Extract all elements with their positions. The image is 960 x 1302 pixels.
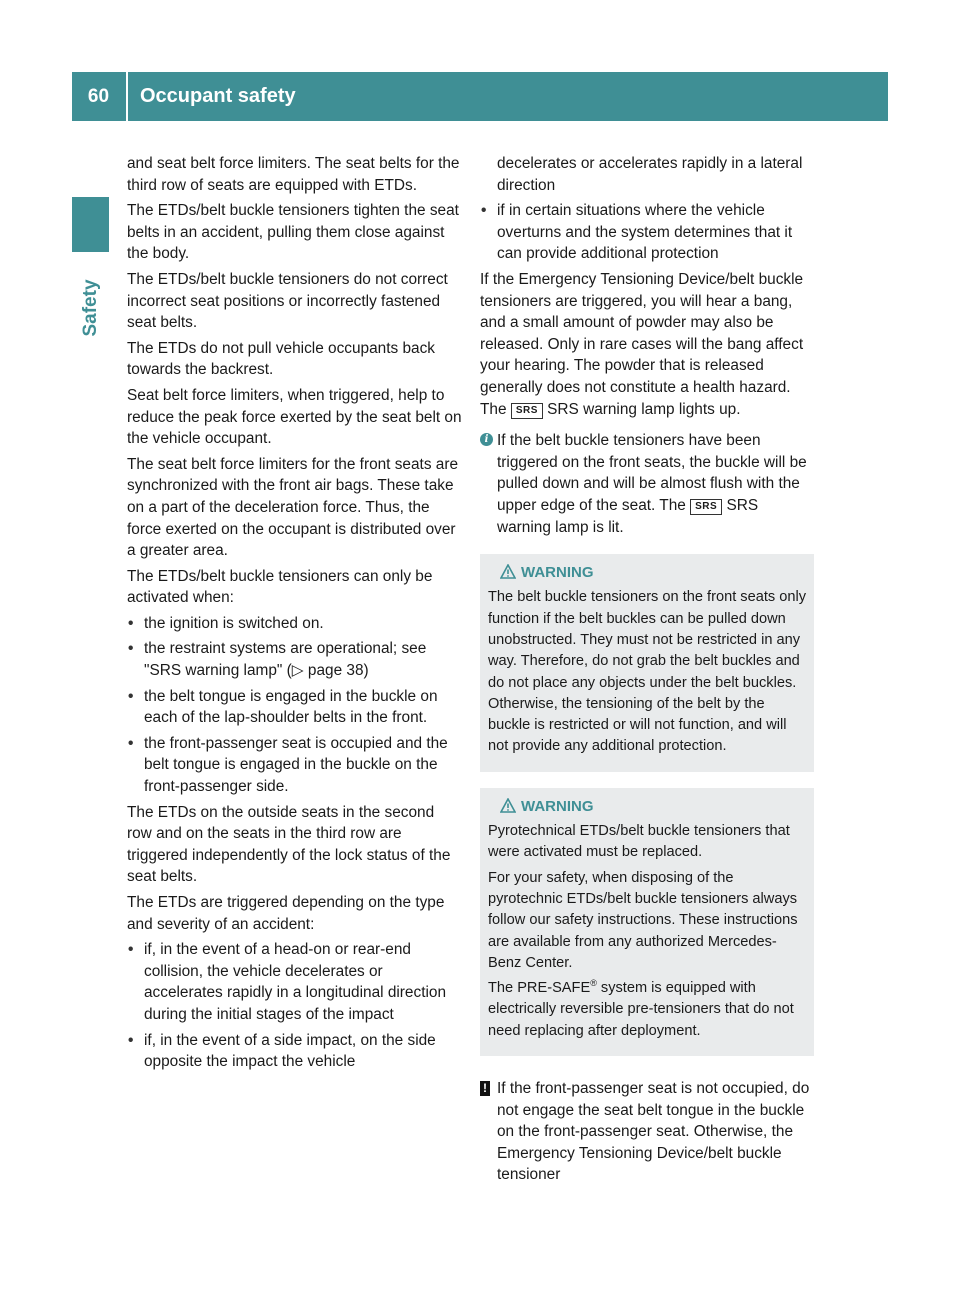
left-column [127, 153, 463, 1077]
list-item: • the restraint systems are operational; see "SRS warning lamp" (▷ page 38) [127, 638, 463, 681]
page-number: 60 [87, 85, 110, 107]
paragraph: The ETDs are triggered depending on the type and severity of an accident: [127, 894, 445, 933]
trigger-conditions-list-cont [480, 200, 814, 265]
section-title: Occupant safety [140, 85, 296, 107]
info-note: i If the belt buckle tensioners have been triggered on the front seats, the buckle will be pulled down and will be almost flush with the upper edge of the seat. The SRS SRS warning lamp is lit. [480, 430, 814, 538]
info-icon: i [480, 433, 493, 446]
paragraph: The ETDs on the outside seats in the second row and on the seats in the third row are triggered independently of the lock status of the seat belts. [127, 803, 451, 886]
side-tab [72, 268, 109, 348]
warning-box [480, 554, 814, 772]
warning-text: The belt buckle tensioners on the front seats only function if the belt buckles can be pulled down unobstructed. They must not be restricted in any way. Therefore, do not grab the belt buckles and do not place any objects under the belt buckles. Otherwise, the tensioning of the belt by the buckle is restricted or will not function, and will not provide any additional protection. [488, 589, 807, 755]
activation-conditions-list [127, 613, 463, 798]
srs-icon: SRS [511, 403, 543, 419]
warning-triangle-icon [500, 798, 516, 813]
warning-triangle-icon [500, 564, 516, 579]
trigger-conditions-list [127, 939, 463, 1073]
warning-box [480, 788, 814, 1056]
paragraph: and seat belt force limiters. The seat belts for the third row of seats are equipped with ETDs. [127, 155, 460, 194]
warning-text: Pyrotechnical ETDs/belt buckle tensioners that were activated must be replaced. [488, 823, 790, 861]
warning-heading: WARNING [488, 562, 806, 583]
paragraph: The seat belt force limiters for the front seats are synchronized with the front air bags. These take on a part of the deceleration force. Thus, the force exerted on the occupant is distributed over a greater area. [127, 455, 459, 560]
warning-heading: WARNING [488, 796, 806, 817]
side-tab-marker [72, 197, 109, 252]
list-item-continuation: decelerates or accelerates rapidly in a lateral direction [497, 155, 803, 194]
list-item: • if, in the event of a head-on or rear-end collision, the vehicle decelerates or accelerates rapidly in a longitudinal direction during the initial stages of the impact [127, 939, 463, 1025]
list-item: • if, in the event of a side impact, on the side opposite the impact the vehicle [127, 1030, 463, 1073]
paragraph: The ETDs/belt buckle tensioners can only be activated when: [127, 567, 433, 607]
right-column [480, 153, 814, 1186]
paragraph: The ETDs do not pull vehicle occupants back towards the backrest. [127, 339, 435, 379]
exclamation-icon: ! [480, 1081, 490, 1096]
warning-text: The PRE-SAFE® system is equipped with electrically reversible pre-tensioners that do not need replacing after deployment. [488, 978, 794, 1039]
paragraph: Seat belt force limiters, when triggered, help to reduce the peak force exerted by the seat belt on the vehicle occupant. [127, 386, 462, 448]
warning-text: For your safety, when disposing of the pyrotechnic ETDs/belt buckle tensioners always follow our safety instructions. These instructions are available from any authorized Mercedes-Benz Center. [488, 869, 798, 971]
srs-icon: SRS [690, 499, 722, 515]
list-item: • the belt tongue is engaged in the buckle on each of the lap-shoulder belts in the front. [127, 686, 463, 729]
header-divider [126, 72, 128, 121]
paragraph: The ETDs/belt buckle tensioners do not correct incorrect seat positions or incorrectly fastened seat belts. [127, 270, 448, 332]
list-item: • the ignition is switched on. [127, 613, 463, 635]
list-item: • if in certain situations where the vehicle overturns and the system determines that it can provide additional protection [480, 200, 814, 265]
list-item: • the front-passenger seat is occupied and the belt tongue is engaged in the buckle on the front-passenger side. [127, 733, 463, 798]
side-tab-label: Safety [79, 279, 101, 337]
paragraph: If the Emergency Tensioning Device/belt buckle tensioners are triggered, you will hear a bang, and a small amount of powder may also be released. Only in rare cases will the bang affect your hearing. The powder that is released generally does not constitute a health hazard. The SRS SRS warning lamp lights up. [480, 270, 804, 418]
caution-note: ! If the front-passenger seat is not occupied, do not engage the seat belt tongue in the buckle on the front-passenger seat. Otherwise, the Emergency Tensioning Device/belt buckle tensioner [480, 1078, 814, 1186]
paragraph: The ETDs/belt buckle tensioners tighten the seat belts in an accident, pulling them close against the body. [127, 202, 459, 263]
